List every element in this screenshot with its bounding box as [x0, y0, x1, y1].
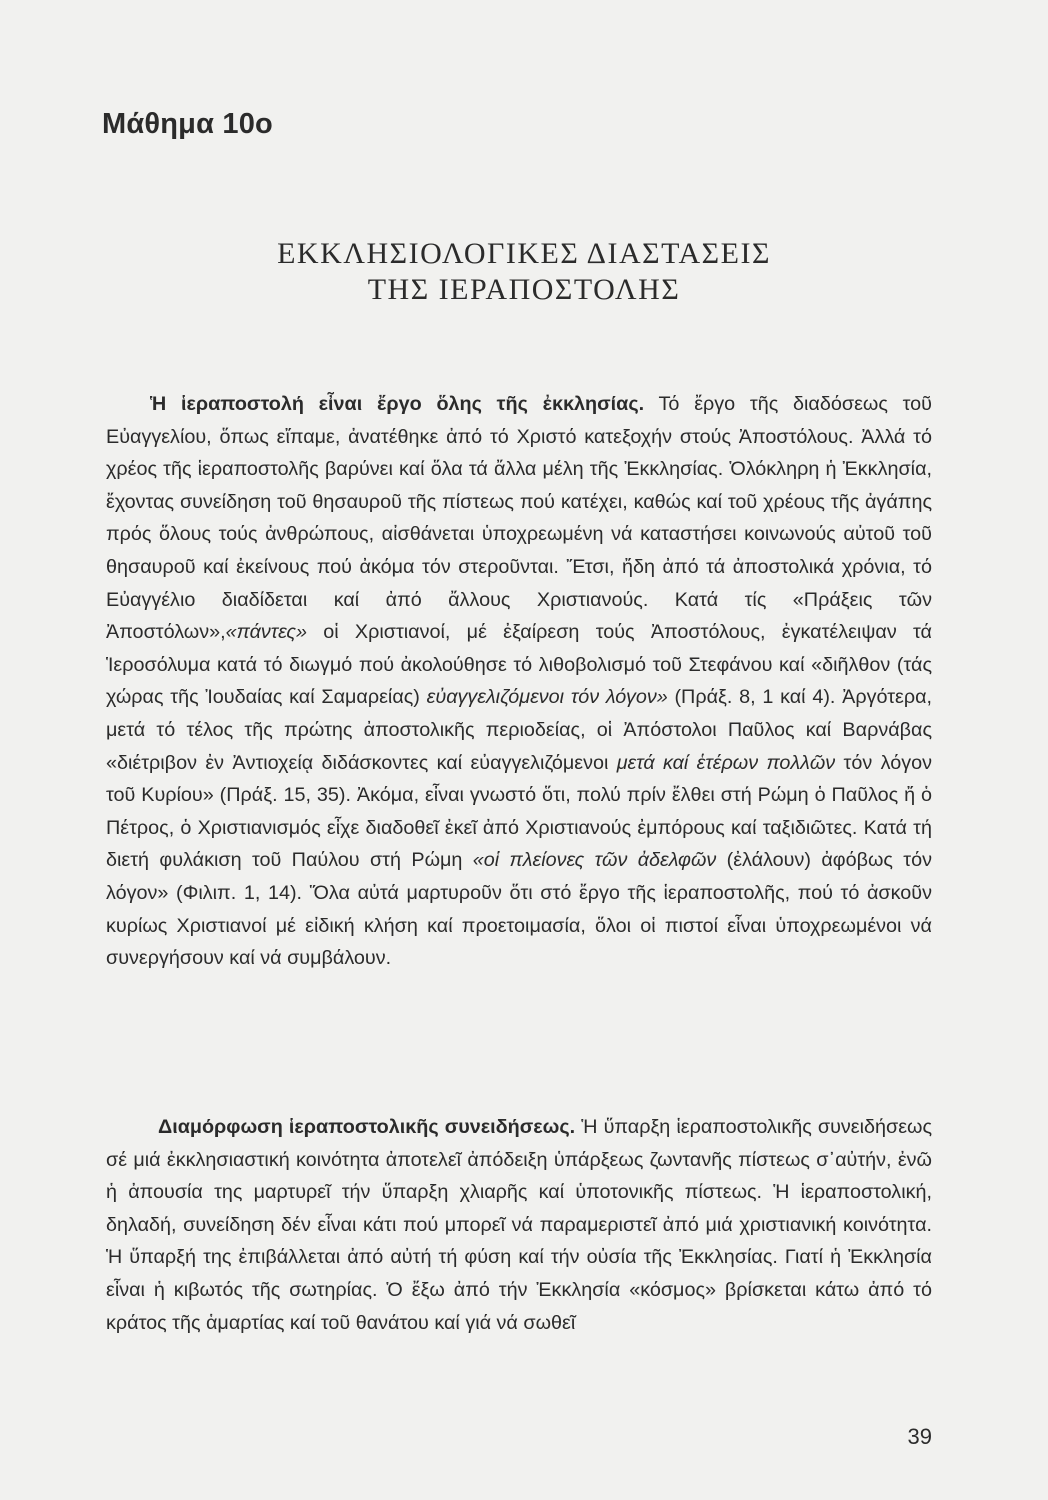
chapter-title	[0, 236, 1048, 308]
paragraph-text: (ἐλάλουν) ἀφόβως τόν λόγον» (Φιλιπ. 1, 14). Ὅλα αὐτά μαρτυροῦν ὅτι στό ἔργο τῆς ἱεραποστολῆς, πού τό ἀσκοῦν κυρίως Χριστιανοί μέ εἰδική κλήση καί προετοιμασία, ὅλοι οἱ πιστοί εἶναι ὑποχρεωμένοι νά συνεργήσουν καί νά συμβάλουν.	[106, 849, 933, 970]
page-number: 39	[907, 1424, 932, 1449]
quotation-italic: «οἱ πλείονες τῶν ἀδελφῶν	[472, 849, 717, 872]
paragraph-missionary-work	[106, 388, 932, 975]
quotation-italic: «πάντες»	[225, 621, 307, 644]
quotation-italic: μετά καί ἑτέρων πολλῶν	[616, 751, 836, 774]
paragraph-text: οἱ Χριστιανοί, μέ ἐξαίρεση τούς Ἀποστόλους, ἐγκατέλειψαν τά Ἱεροσόλυμα κατά τό διωγμό πού ἀκολούθησε τό λιθοβολισμό τοῦ Στεφάνου καί «διῆλθον (τάς χώρας τῆς Ἰουδαίας καί Σαμαρείας)	[106, 621, 932, 709]
paragraph-lead: Διαμόρφωση ἱεραποστολικῆς συνειδήσεως.	[158, 1116, 576, 1138]
quotation-italic: εὐαγγελιζόμενοι τόν λόγον»	[426, 686, 668, 709]
lesson-heading: Μάθημα 10ο	[102, 108, 273, 140]
paragraph-text: (Πράξ. 8, 1 καί 4). Ἀργότερα, μετά τό τέλος τῆς πρώτης ἀποστολικῆς περιοδείας, οἱ Ἀπόστολοι Παῦλος καί Βαρνάβας «διέτριβον ἐν Ἀντιοχείᾳ διδάσκοντες καί εὐαγγελιζόμενοι	[106, 686, 933, 774]
paragraph-text: Τό ἔργο τῆς διαδόσεως τοῦ Εὐαγγελίου, ὅπως εἴπαμε, ἀνατέθηκε ἀπό τό Χριστό κατεξοχήν στούς Ἀποστόλους. Ἀλλά τό χρέος τῆς ἱεραποστολῆς βαρύνει καί ὅλα τά ἄλλα μέλη τῆς Ἐκκλησίας. Ὁλόκληρη ἡ Ἐκκλησία, ἔχοντας συνείδηση τοῦ θησαυροῦ τῆς πίστεως πού κατέχει, καθώς καί τοῦ χρέους τῆς ἀγάπης πρός ὅλους τούς ἀνθρώπους, αἰσθάνεται ὑποχρεωμένη νά καταστήσει κοινωνούς αὐτοῦ τοῦ θησαυροῦ καί ἐκείνους πού ἀκόμα τόν στεροῦνται. Ἔτσι, ἤδη ἀπό τά ἀποστολικά χρόνια, τό Εὐαγγέλιο διαδίδεται καί ἀπό ἄλλους Χριστιανούς. Κατά τίς «Πράξεις τῶν Ἀποστόλων»,	[106, 393, 932, 644]
paragraph-text: Ἡ ὕπαρξη ἱεραποστολικῆς συνειδήσεως σέ μιά ἐκκλησιαστική κοινότητα ἀποτελεῖ ἀπόδειξη ὑπάρξεως ζωντανῆς πίστεως σ᾽αὐτήν, ἐνῶ ἡ ἀπουσία της μαρτυρεῖ τήν ὕπαρξη χλιαρῆς καί ὑποτονικῆς πίστεως. Ἡ ἱεραποστολική, δηλαδή, συνείδηση δέν εἶναι κάτι πού μπορεῖ νά παραμεριστεῖ ἀπό μιά χριστιανική κοινότητα. Ἡ ὕπαρξή της ἐπιβάλλεται ἀπό αὐτή τή φύση καί τήν οὐσία τῆς Ἐκκλησίας. Γιατί ἡ Ἐκκλησία εἶναι ἡ κιβωτός τῆς σωτηρίας. Ὁ ἔξω ἀπό τήν Ἐκκλησία «κόσμος» βρίσκεται κάτω ἀπό τό κράτος τῆς ἁμαρτίας καί τοῦ θανάτου καί γιά νά σωθεῖ	[106, 1116, 933, 1334]
chapter-title-line-2: ΤΗΣ ΙΕΡΑΠΟΣΤΟΛΗΣ	[367, 273, 681, 306]
paragraph-text: τόν λόγον τοῦ Κυρίου» (Πράξ. 15, 35). Ἀκόμα, εἶναι γνωστό ὅτι, πολύ πρίν ἔλθει στή Ρώμη ὁ Παῦλος ἤ ὁ Πέτρος, ὁ Χριστιανισμός εἶχε διαδοθεῖ ἐκεῖ ἀπό Χριστιανούς ἐμπόρους καί ταξιδιῶτες. Κατά τή διετή φυλάκιση τοῦ Παύλου στή Ρώμη	[106, 751, 932, 872]
paragraph-lead: Ἡ ἱεραποστολή εἶναι ἔργο ὅλης τῆς ἐκκλησίας.	[150, 393, 645, 415]
paragraph-missionary-consciousness	[106, 1111, 932, 1339]
chapter-title-line-1: ΕΚΚΛΗΣΙΟΛΟΓΙΚΕΣ ΔΙΑΣΤΑΣΕΙΣ	[277, 237, 771, 270]
